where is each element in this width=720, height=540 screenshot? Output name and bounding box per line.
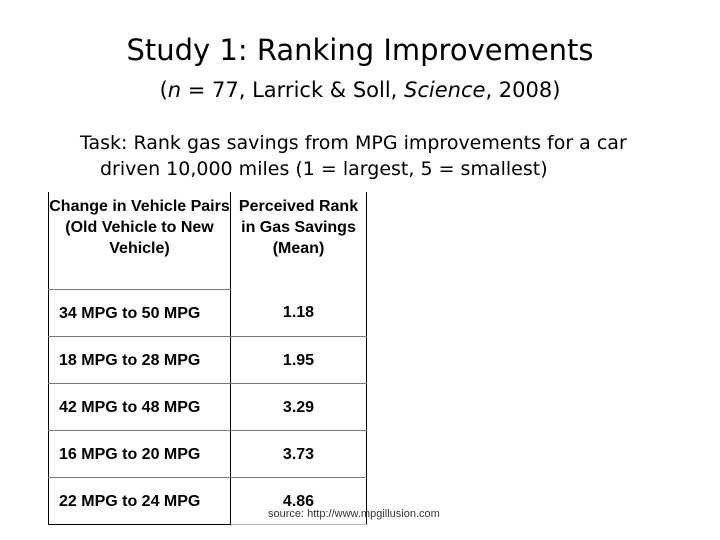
- rank-cell: 3.73: [231, 431, 367, 478]
- rank-cell: 3.29: [231, 384, 367, 431]
- subtitle-open: (: [159, 78, 168, 102]
- table-row: [49, 337, 367, 384]
- table-row: [49, 290, 367, 337]
- results-table: [48, 192, 367, 525]
- table-header-row: [49, 192, 367, 290]
- slide-title: Study 1: Ranking Improvements: [126, 33, 594, 67]
- header-vehicle-pairs: Change in Vehicle Pairs (Old Vehicle to New Vehicle): [49, 192, 231, 290]
- slide-subtitle: [0, 76, 720, 104]
- subtitle-journal: Science: [404, 78, 486, 102]
- vehicle-pair-cell: 22 MPG to 24 MPG: [49, 478, 231, 525]
- table-row: [49, 431, 367, 478]
- source-note: source: http://www.mpgillusion.com: [268, 508, 440, 520]
- vehicle-pair-cell: 34 MPG to 50 MPG: [49, 290, 231, 337]
- vehicle-pair-cell: 42 MPG to 48 MPG: [49, 384, 231, 431]
- subtitle-mid: = 77, Larrick & Soll,: [181, 78, 405, 102]
- task-description: [80, 130, 680, 182]
- rank-cell: 4.86: [231, 478, 367, 525]
- rank-cell: 1.18: [231, 290, 367, 337]
- rank-cell: 1.95: [231, 337, 367, 384]
- vehicle-pair-cell: 18 MPG to 28 MPG: [49, 337, 231, 384]
- task-line-2: driven 10,000 miles (1 = largest, 5 = smallest): [100, 158, 548, 180]
- task-line-1: Task: Rank gas savings from MPG improvements for a car: [80, 132, 627, 154]
- subtitle-n: n: [167, 78, 182, 102]
- subtitle-end: , 2008): [485, 78, 561, 102]
- table-row: [49, 384, 367, 431]
- vehicle-pair-cell: 16 MPG to 20 MPG: [49, 431, 231, 478]
- header-perceived-rank: Perceived Rank in Gas Savings (Mean): [231, 192, 367, 290]
